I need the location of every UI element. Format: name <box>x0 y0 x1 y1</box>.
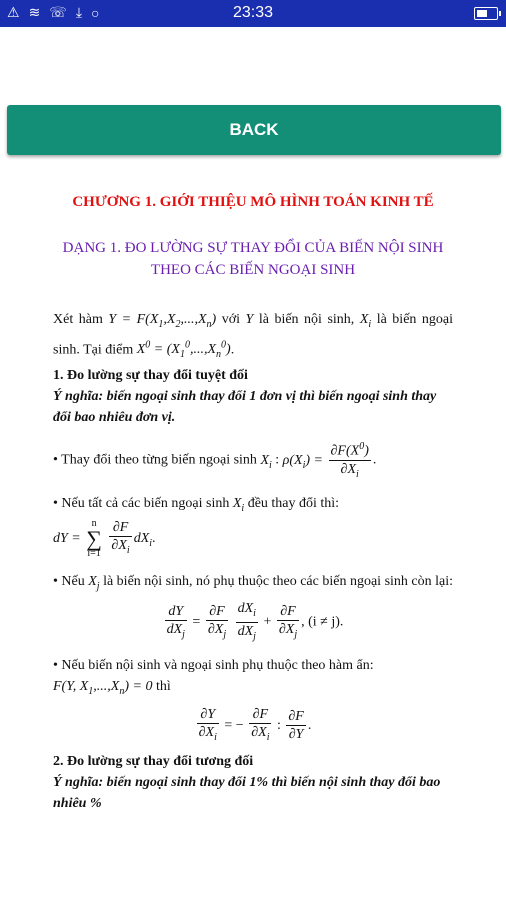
formula-chain-rule: $\frac{dY}{dX_j}$ = $\frac{\partial F}{\partial X_j}$ $\frac{dX_i}{dX_j}$ + $\frac{\partial F}{\partial X_j}$ , (i ≠ j). <box>166 601 344 642</box>
back-button[interactable]: BACK <box>7 105 501 155</box>
bullet-total-change: • Nếu tất cả các biến ngoại $\sinh X_i$ đều thay đổi thì: dY = n ∑ i=1 $\frac{\partial F}{\partial X_i}$ $dX_i$. <box>53 495 340 559</box>
section-title-line2: THEO CÁC BIẾN NGOẠI SINH <box>150 262 356 278</box>
battery-icon <box>474 7 498 20</box>
chapter-title: CHƯƠNG 1. GIỚI THIỆU MÔ HÌNH TOÁN KINH TẾ <box>72 194 434 210</box>
status-time: 23:33 <box>232 4 274 21</box>
heading-relative-change: 2. Đo lường sự thay đổi tương đối <box>53 754 254 770</box>
alert-icon: ⚠ <box>7 4 23 20</box>
meaning-relative: Ý nghĩa: biến ngoại sinh thay đổi 1% thì biến nội sinh thay đổi bao nhiêu % <box>53 775 441 812</box>
bullet-endogenous: • Nếu $X_j$ là biến nội sinh, nó phụ thuộc theo các biến ngoại sinh còn lại: <box>53 573 454 592</box>
wifi-icon: ≋ <box>28 4 44 20</box>
heading-absolute-change: 1. Đo lường sự thay đổi tuyệt đối <box>53 368 248 384</box>
formula-implicit: $\frac{\partial Y}{\partial X_i}$ = − $\frac{\partial F}{\partial X_i}$ : $\frac{\partial F}{\partial Y}$ . <box>198 706 312 743</box>
section-title-line1: DẠNG 1. ĐO LƯỜNG SỰ THAY ĐỔI CỦA BIẾN NỘI SINH <box>62 240 444 256</box>
whatsapp-icon: ☏ <box>49 4 70 20</box>
meaning-absolute: Ý nghĩa: biến ngoại sinh thay đổi 1 đơn vị thì biến ngoại sinh thay đổi bao nhiêu đơn vị. <box>53 389 437 426</box>
intro-paragraph: Xét hàm $Y = F(X_1,X_2,...,X_n)$ với Y là biến nội sinh, $X_i$ là biến ngoại sinh. Tại điểm $X^0 = (X_1^0,...,X_n^0)$. <box>53 312 454 361</box>
section-title <box>53 237 453 281</box>
document-content <box>53 190 453 814</box>
circle-icon: ○ <box>91 4 103 21</box>
bullet-implicit-function: • Nếu biến nội sinh và ngoại sinh phụ thuộc theo hàm ẩn: F(Y, $X_1,...,X_n) = 0$ thì <box>53 657 374 697</box>
download-icon: ⤓ <box>75 4 86 20</box>
bullet-partial-change: • Thay đổi theo từng biến ngoại $\sinh X_i$ : $\rho(X_i)$ = $\frac{\partial F(X^0)}{\partial X_i}$ . <box>53 438 453 482</box>
status-bar <box>0 0 506 27</box>
